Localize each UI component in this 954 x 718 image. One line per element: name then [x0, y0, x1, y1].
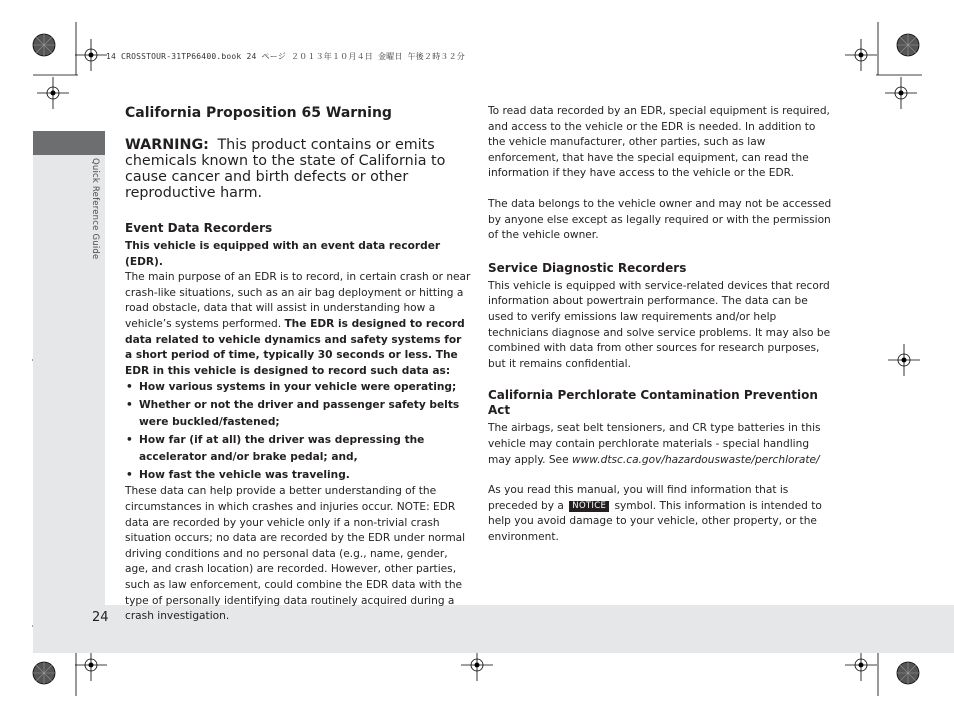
page-number: 24 — [92, 610, 109, 625]
edr-paragraph-1 — [125, 270, 471, 379]
list-item: • Whether or not the driver and passenger safety belts were buckled/fastened; — [125, 397, 471, 432]
warning-label: WARNING: — [125, 137, 209, 153]
notice-paragraph — [488, 483, 833, 545]
edr-heading: Event Data Recorders — [125, 221, 273, 235]
perchlorate-paragraph — [488, 421, 833, 468]
prop65-heading: California Proposition 65 Warning — [125, 105, 392, 121]
notice-badge: NOTICE — [569, 501, 609, 512]
section-label: Quick Reference Guide — [90, 158, 100, 260]
perchlorate-text: The airbags, seat belt tensioners, and CR type batteries in this vehicle may contain perchlorate materials - special handling may apply. See — [488, 422, 821, 466]
edr-paragraph-4: The data belongs to the vehicle owner and may not be accessed by anyone else except as legally required or with the permission of the vehicle owner. — [488, 197, 832, 242]
section-tab — [33, 131, 105, 155]
edr-bullet-list — [125, 379, 471, 484]
right-column — [488, 104, 833, 545]
list-item: • How fast the vehicle was traveling. — [125, 467, 471, 485]
edr-paragraph-3: To read data recorded by an EDR, special equipment is required, and access to the vehicle or the EDR is needed. In addition to the vehicle manufacturer, other parties, such as law enforcement, that have the special equipment, can read the information if they have access to the vehicle or the EDR. — [488, 105, 830, 180]
perchlorate-heading: California Perchlorate Contamination Prevention Act — [488, 388, 818, 418]
list-item: • How various systems in your vehicle were operating; — [125, 379, 471, 397]
edr-intro — [125, 239, 471, 270]
sdr-paragraph: This vehicle is equipped with service-related devices that record information about powertrain performance. The data can be used to verify emissions law requirements and/or help technicians diagnose and solve service problems. It may also be combined with data from other sources for research purposes, but it remains confidential. — [488, 279, 831, 370]
edr-paragraph-1-text: The main purpose of an EDR is to record, in certain crash or near crash-like situations, such as an air bag deployment or hitting a road obstacle, data that will assist in understanding how a vehicle’s systems performed. — [125, 271, 471, 330]
edr-intro-bold: This vehicle is equipped with an event data recorder (EDR). — [125, 240, 441, 268]
notice-text-before: As you read this manual, you will find information that is preceded by a — [488, 484, 789, 512]
left-column — [125, 104, 471, 625]
list-item: • How far (if at all) the driver was depressing the accelerator and/or brake pedal; and, — [125, 432, 471, 467]
edr-paragraph-2: These data can help provide a better understanding of the circumstances in which crashes and injuries occur. NOTE: EDR data are recorded by your vehicle only if a non-trivial crash situation occurs; no data are recorded by the EDR under normal driving conditions and no personal data (e.g., name, gender, age, and crash location) are recorded. However, other parties, such as law enforcement, could combine the EDR data with the type of personally identifying data routinely acquired during a crash investigation. — [125, 485, 466, 623]
sdr-heading: Service Diagnostic Recorders — [488, 260, 687, 275]
edr-paragraph-1-bold: The EDR is designed to record data related to vehicle dynamics and safety systems for a short period of time, typically 30 seconds or less. The EDR in this vehicle is designed to record such data as: — [125, 317, 465, 377]
perchlorate-url-link[interactable]: www.dtsc.ca.gov/hazardouswaste/perchlorate/ — [571, 453, 820, 466]
warning-text: This product contains or emits chemicals known to the state of California to cause cancer and birth defects or other reproductive harm. — [125, 137, 446, 201]
notice-text-after: symbol. This information is intended to help you avoid damage to your vehicle, other property, or the environment. — [488, 499, 822, 543]
print-job-header: 14 CROSSTOUR-31TP66400.book 24 ページ ２０１３年１０月４日 金曜日 午後２時３２分 — [106, 52, 465, 61]
prop65-warning — [125, 137, 471, 201]
